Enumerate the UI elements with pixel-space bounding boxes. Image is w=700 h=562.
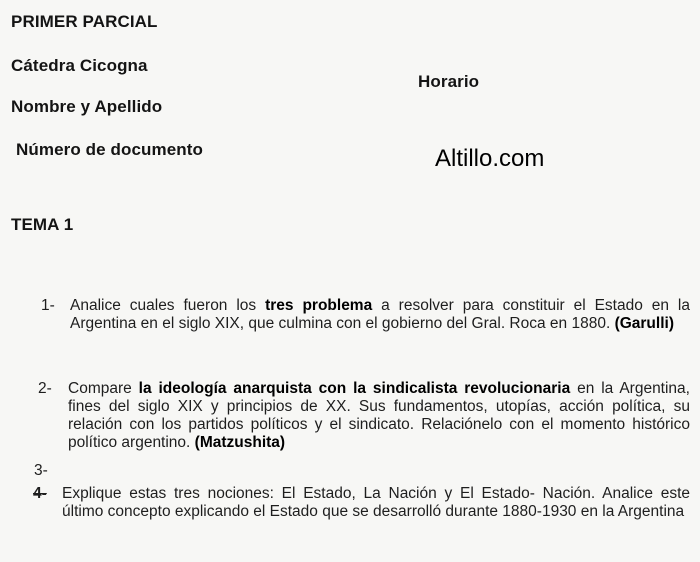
question-3-number: 3-	[34, 462, 48, 479]
question-2-part-b: en la Argentina, fines del siglo XIX y principios de XX. Sus fundamentos, utopías, acción política, su relación con los partidos políticos y el sindicato. Relaciónelo con el momento histórico político argentino.	[68, 380, 690, 451]
question-1-emphasis: tres problema	[265, 297, 373, 314]
question-1-part-a: Analice cuales fueron los	[70, 297, 266, 314]
question-1-part-b: a resolver para constituir el Estado en la Argentina en el siglo XIX, que culmina con el gobierno del Gral. Roca en 1880.	[70, 297, 690, 332]
tema-heading: TEMA 1	[11, 215, 74, 234]
horario-label: Horario	[418, 72, 480, 91]
question-2-part-a: Compare	[68, 380, 139, 397]
watermark: Altillo.com	[435, 145, 545, 172]
question-4-number: 4-	[33, 485, 47, 502]
question-2-emphasis: la ideología anarquista con la sindicalista revolucionaria	[138, 380, 571, 397]
exam-title: PRIMER PARCIAL	[11, 12, 158, 31]
documento-label: Número de documento	[16, 140, 204, 159]
question-4-part-a: Explique estas tres nociones: El Estado, La Nación y El Estado- Nación. Analice este último concepto explicando el Estado que se desarrolló durante 1880-1930 en la Argentina	[62, 485, 690, 520]
question-2-number: 2-	[38, 380, 52, 397]
nombre-apellido-label: Nombre y Apellido	[11, 97, 163, 116]
catedra-label: Cátedra Cicogna	[11, 56, 148, 75]
question-4-text	[62, 485, 690, 521]
question-2-text	[68, 380, 690, 452]
question-1-number: 1-	[41, 297, 55, 314]
question-2-author: (Matzushita)	[194, 434, 286, 451]
question-1-text	[70, 297, 690, 333]
question-1-author: (Garulli)	[614, 315, 674, 332]
